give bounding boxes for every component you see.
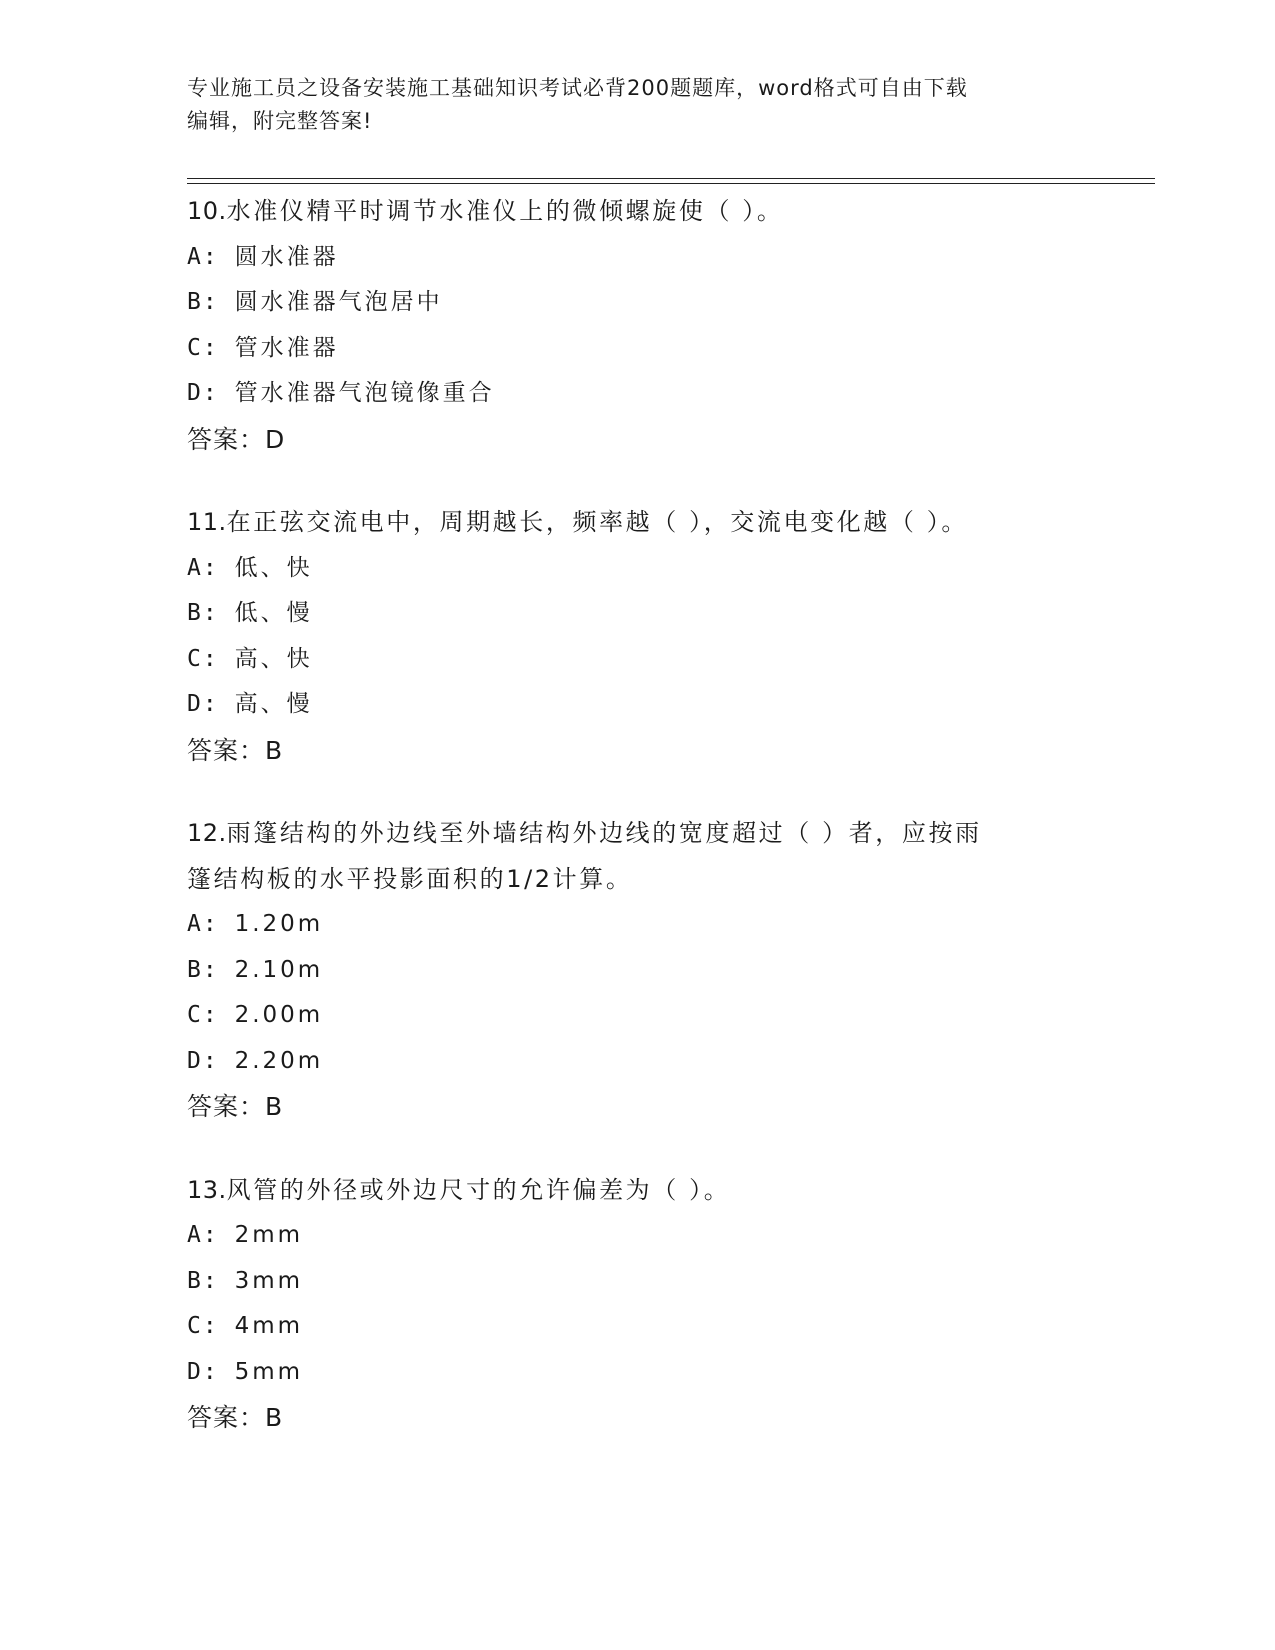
- option-row: [187, 371, 1087, 417]
- option-row: [187, 637, 1087, 683]
- option-text: 4mm: [234, 1313, 304, 1339]
- option-row: [187, 902, 1087, 948]
- option-text: 低、快: [234, 554, 313, 581]
- option-key: B:: [187, 289, 219, 315]
- question-block: [187, 811, 1087, 1130]
- option-row: [187, 235, 1087, 281]
- option-row: [187, 1259, 1087, 1305]
- option-row: [187, 1304, 1087, 1350]
- option-row: [187, 546, 1087, 592]
- option-text: 高、慢: [234, 691, 313, 717]
- question-stem: [187, 189, 1087, 235]
- option-key: C:: [187, 645, 219, 672]
- question-text: 篷结构板的水平投影面积的1/2计算。: [187, 864, 633, 893]
- question-number: 13.: [187, 1175, 227, 1204]
- option-key: D:: [187, 691, 219, 717]
- option-row: [187, 1039, 1087, 1085]
- option-key: D:: [187, 1047, 219, 1074]
- option-key: A:: [187, 1222, 219, 1248]
- option-row: [187, 280, 1087, 326]
- question-text: 水准仪精平时调节水准仪上的微倾螺旋使（ ）。: [226, 197, 784, 225]
- question-text: 在正弦交流电中，周期越长，频率越（ ），交流电变化越（ ）。: [226, 508, 968, 536]
- question-stem: [187, 500, 1087, 546]
- question-stem: [187, 811, 1087, 857]
- question-number: 11.: [187, 508, 227, 536]
- option-row: [187, 1350, 1087, 1396]
- header-line-2: 编辑，附完整答案!: [187, 109, 373, 133]
- option-text: 圆水准器气泡居中: [234, 289, 443, 315]
- document-header: [187, 72, 1087, 138]
- option-text: 5mm: [234, 1358, 304, 1385]
- option-text: 2.20m: [234, 1047, 324, 1074]
- option-text: 2.00m: [234, 1002, 324, 1028]
- question-block: [187, 189, 1087, 462]
- option-text: 高、快: [234, 645, 313, 672]
- option-key: C:: [187, 334, 219, 361]
- option-key: A:: [187, 243, 219, 270]
- question-stem: [187, 1168, 1087, 1214]
- option-text: 管水准器气泡镜像重合: [234, 380, 495, 406]
- option-key: B:: [187, 600, 219, 626]
- option-text: 管水准器: [234, 334, 339, 361]
- option-key: D:: [187, 380, 219, 406]
- answer-line: 答案：B: [187, 1092, 284, 1121]
- option-row: [187, 948, 1087, 994]
- option-text: 1.20m: [234, 911, 324, 937]
- option-row: [187, 682, 1087, 728]
- option-key: A:: [187, 554, 219, 581]
- question-stem: [187, 857, 1087, 903]
- answer-line: 答案：B: [187, 735, 284, 765]
- header-divider-top: [187, 178, 1155, 179]
- option-key: C:: [187, 1313, 219, 1339]
- question-text: 风管的外径或外边尺寸的允许偏差为（ ）。: [226, 1175, 731, 1204]
- question-block: [187, 1168, 1087, 1441]
- option-key: C:: [187, 1002, 219, 1028]
- option-row: [187, 1213, 1087, 1259]
- question-number: 10.: [187, 197, 227, 225]
- option-text: 3mm: [234, 1267, 304, 1294]
- option-key: B:: [187, 1267, 219, 1294]
- option-row: [187, 591, 1087, 637]
- answer-line: 答案：B: [187, 1403, 284, 1432]
- option-key: B:: [187, 956, 219, 983]
- header-line-1: 专业施工员之设备安装施工基础知识考试必背200题题库，word格式可自由下载: [187, 76, 968, 100]
- option-key: D:: [187, 1358, 219, 1385]
- option-key: A:: [187, 911, 219, 937]
- option-row: [187, 326, 1087, 372]
- question-block: [187, 500, 1087, 773]
- answer-line: 答案：D: [187, 424, 286, 454]
- option-text: 圆水准器: [234, 243, 339, 270]
- header-divider-bottom: [187, 183, 1155, 184]
- option-text: 2.10m: [234, 956, 324, 983]
- question-list: [187, 189, 1087, 1479]
- option-text: 低、慢: [234, 600, 313, 626]
- question-text: 雨篷结构的外边线至外墙结构外边线的宽度超过（ ）者，应按雨: [226, 819, 982, 847]
- option-row: [187, 993, 1087, 1039]
- option-text: 2mm: [234, 1222, 304, 1248]
- question-number: 12.: [187, 819, 227, 847]
